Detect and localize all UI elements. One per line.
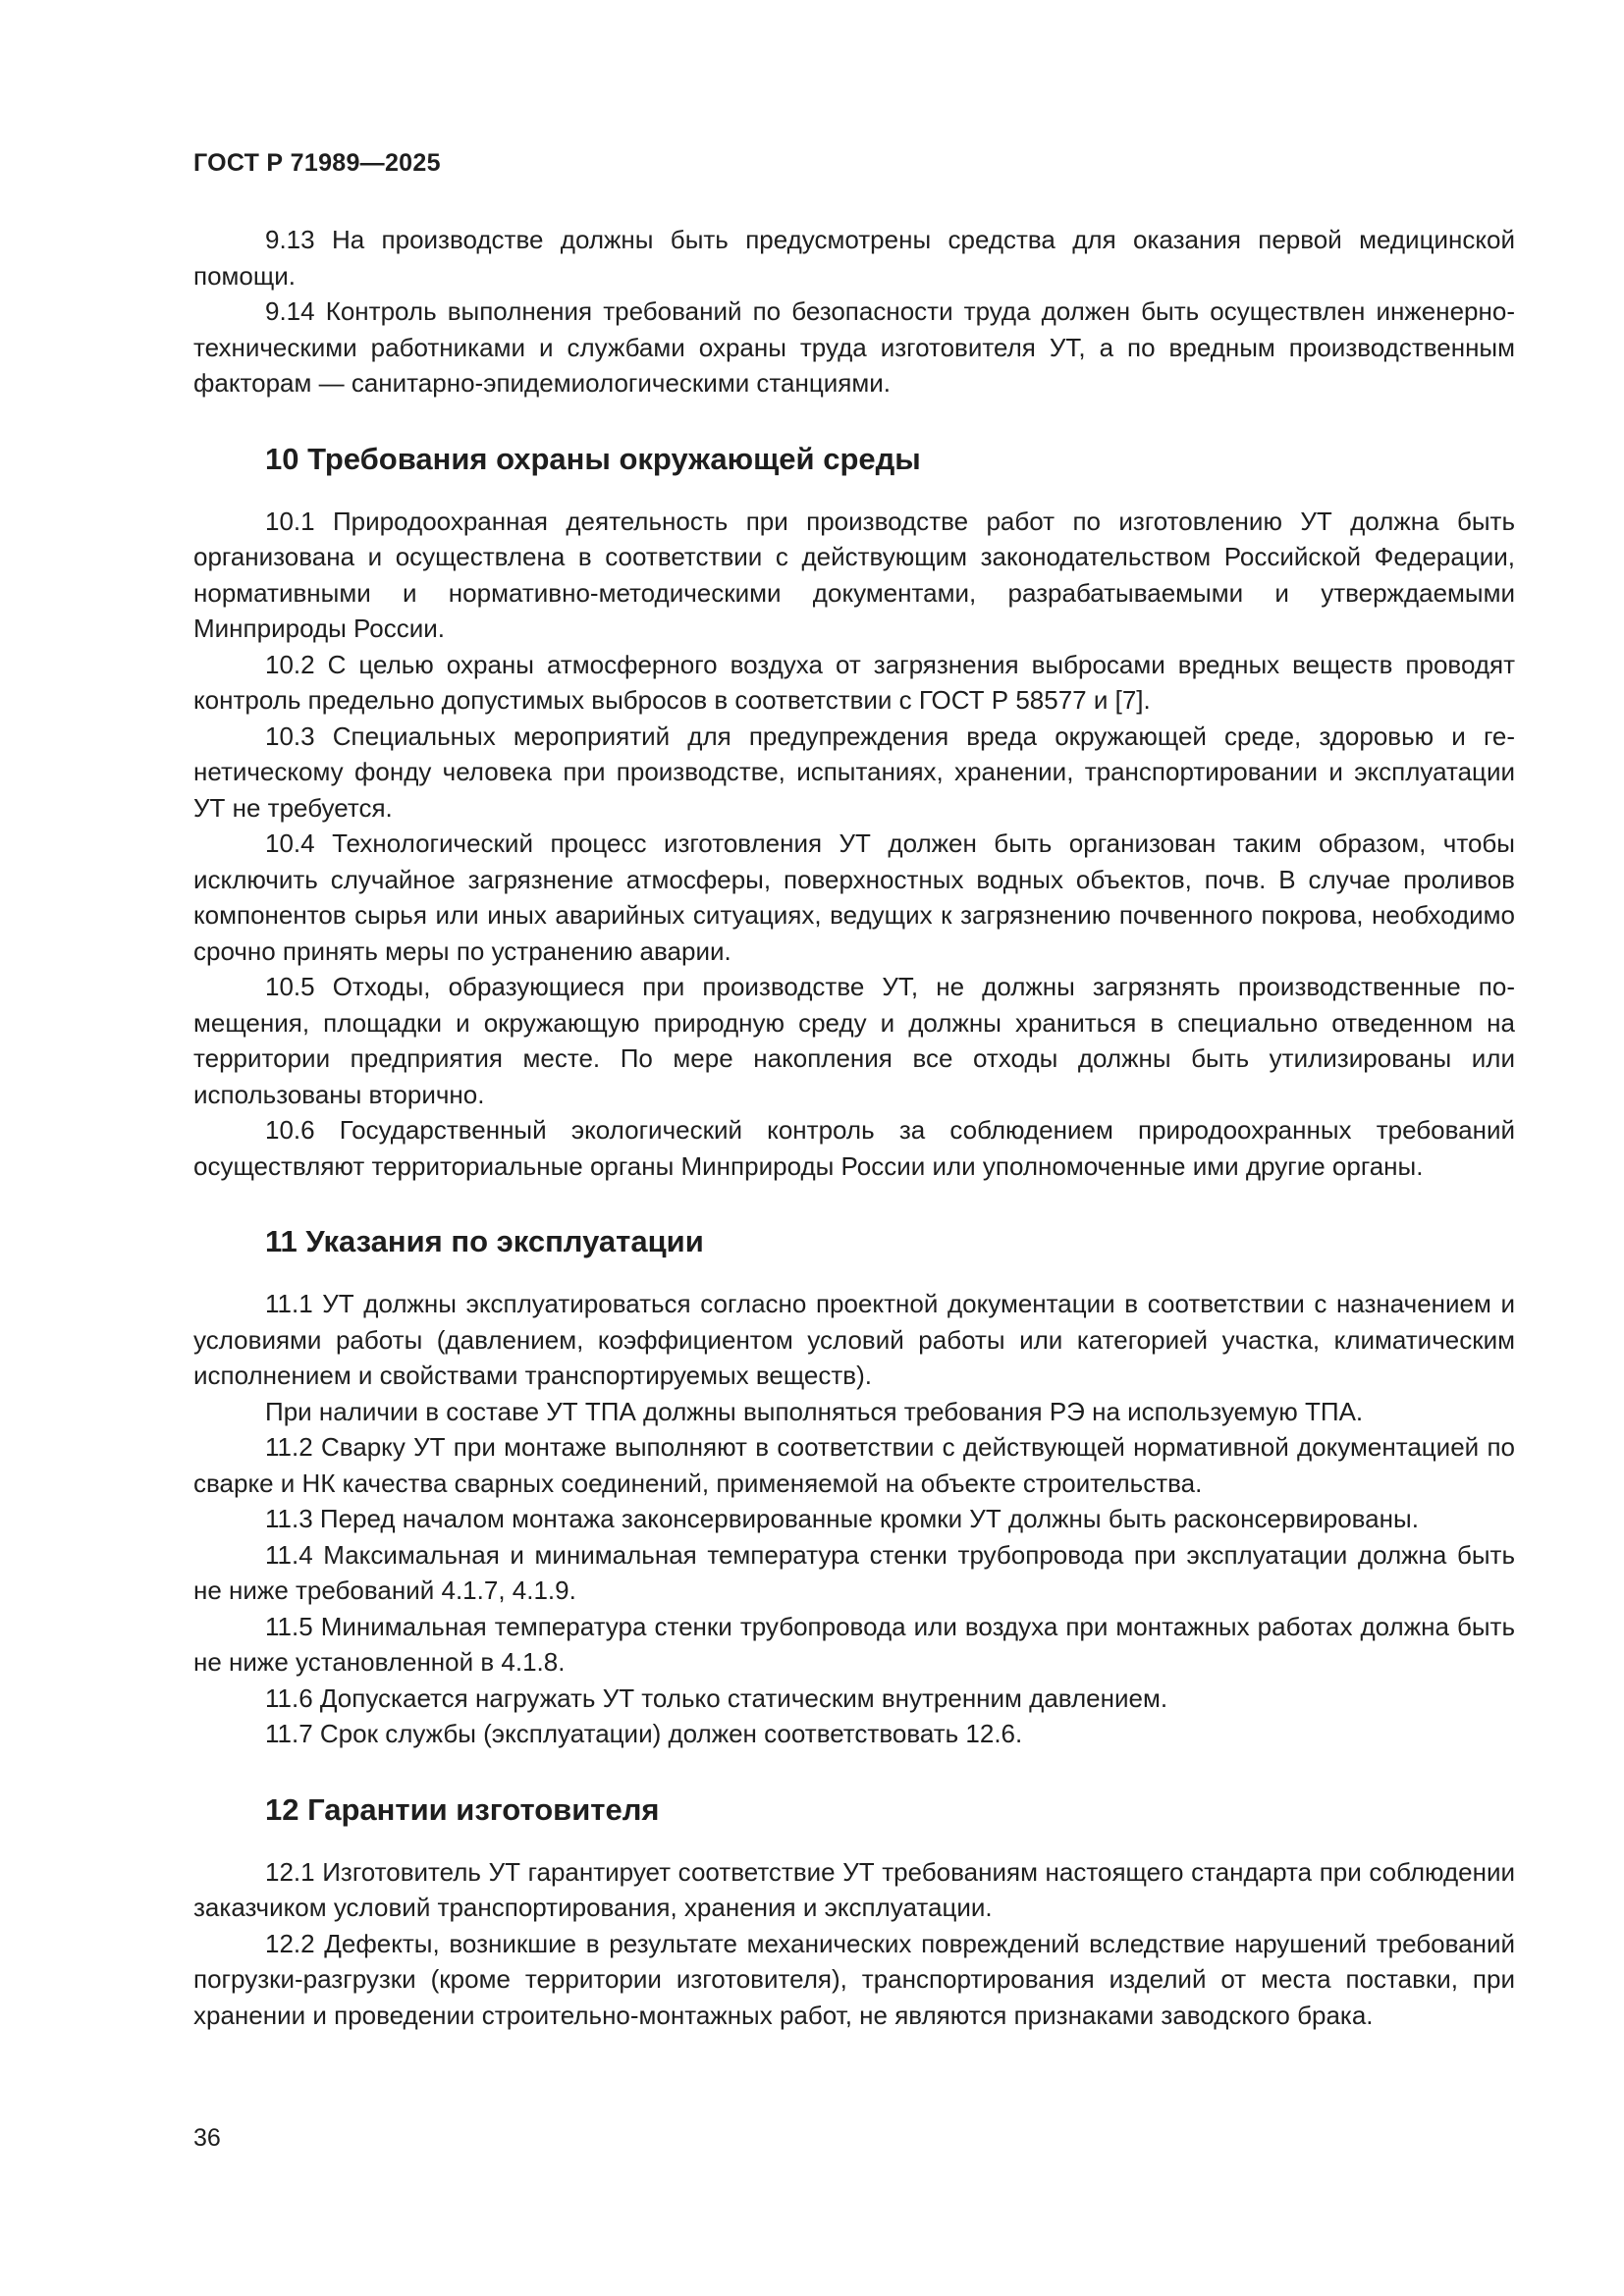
paragraph-12-1: 12.1 Изготовитель УТ гарантирует соответствие УТ требованиям настоящего стандарта при соблюдении заказчиком условий транспортирования, хранения и эксплуатации. (193, 1856, 1515, 1922)
paragraph-11-1: 11.1 УТ должны эксплуатироваться согласно проектной документации в соответствии с назначением и условиями работы (давлением, коэффициентом условий работы или категорией участка, климатическим исполнением и свойствами транспортируемых веществ). (193, 1289, 1515, 1390)
paragraph-9-13: 9.13 На производстве должны быть предусмотрены средства для оказания первой медицинской помощи. (193, 225, 1515, 291)
section-heading-11: 11 Указания по эксплуатации (265, 1224, 704, 1258)
paragraph-11-7: 11.7 Срок службы (эксплуатации) должен соответствовать 12.6. (265, 1719, 1023, 1748)
page-number: 36 (193, 2124, 221, 2152)
paragraph-11-1-tpa: При наличии в составе УТ ТПА должны выполняться требования РЭ на используемую ТПА. (265, 1396, 1364, 1426)
paragraph-10-1: 10.1 Природоохранная деятельность при производстве работ по изготовлению УТ должна быть организована и осуществлена в соответствии с действующим законодательством Российской Федерации, нормативными и нормативно-методическими документами, разрабатываемыми и утверждаемыми Минприроды России. (193, 506, 1515, 643)
paragraph-10-3: 10.3 Специальных мероприятий для предупреждения вреда окружающей среде, здоровью и генетическому фонду человека при производстве, испытаниях, хранении, транспортировании и эксплуатации УТ не требуется. (193, 721, 1515, 823)
paragraph-12-2: 12.2 Дефекты, возникшие в результате механических повреждений вследствие нарушений требований погрузки-разгрузки (кроме территории изготовителя), транспортирования изделий от места поставки, при хранении и проведении строительно-монтажных работ, не являются признаками заводского брака. (193, 1928, 1515, 2030)
paragraph-11-6: 11.6 Допускается нагружать УТ только статическим внутренним давлением. (265, 1682, 1168, 1713)
paragraph-11-2: 11.2 Сварку УТ при монтаже выполняют в соответствии с действующей нормативной документацией по сварке и НК качества сварных соединений, применяемой на объекте строительства. (193, 1432, 1515, 1498)
paragraph-10-6: 10.6 Государственный экологический контроль за соблюдением природоохранных требований осуществляют территориальные органы Минприроды России или уполномоченные ими другие органы. (193, 1115, 1515, 1181)
document-code-header: ГОСТ Р 71989—2025 (193, 149, 441, 177)
section-heading-10: 10 Требования охраны окружающей среды (265, 441, 921, 476)
document-body (193, 222, 1515, 2033)
paragraph-10-5: 10.5 Отходы, образующиеся при производстве УТ, не должны загрязнять производственные помещения, площадки и окружающую природную среду и должны храниться в специально отведенном на территории предприятия месте. По мере накопления все отходы должны быть утилизированы или использованы вторично. (193, 972, 1515, 1109)
paragraph-11-4: 11.4 Максимальная и минимальная температура стенки трубопровода при эксплуатации должна быть не ниже требований 4.1.7, 4.1.9. (193, 1539, 1515, 1605)
paragraph-10-4: 10.4 Технологический процесс изготовления УТ должен быть организован таким образом, чтобы исключить случайное загрязнение атмосферы, поверхностных водных объектов, почв. В случае проливов компонентов сырья или иных аварийных ситуациях, ведущих к загрязнению почвенного покрова, необходимо срочно принять меры по устранению аварии. (193, 828, 1515, 966)
section-heading-12: 12 Гарантии изготовителя (265, 1791, 660, 1827)
paragraph-10-2: 10.2 С целью охраны атмосферного воздуха от загрязнения выбросами вредных веществ проводят контроль предельно допустимых выбросов в соответствии с ГОСТ Р 58577 и [7]. (193, 649, 1515, 715)
paragraph-11-5: 11.5 Минимальная температура стенки трубопровода или воздуха при монтажных работах должна быть не ниже установленной в 4.1.8. (193, 1611, 1515, 1677)
paragraph-9-14: 9.14 Контроль выполнения требований по безопасности труда должен быть осуществлен инженерно-техническими работниками и службами охраны труда изготовителя УТ, а по вредным производственным факторам — санитарно-эпидемиологическими станциями. (193, 296, 1515, 398)
paragraph-11-3: 11.3 Перед началом монтажа законсервированные кромки УТ должны быть расконсервированы. (265, 1504, 1419, 1533)
